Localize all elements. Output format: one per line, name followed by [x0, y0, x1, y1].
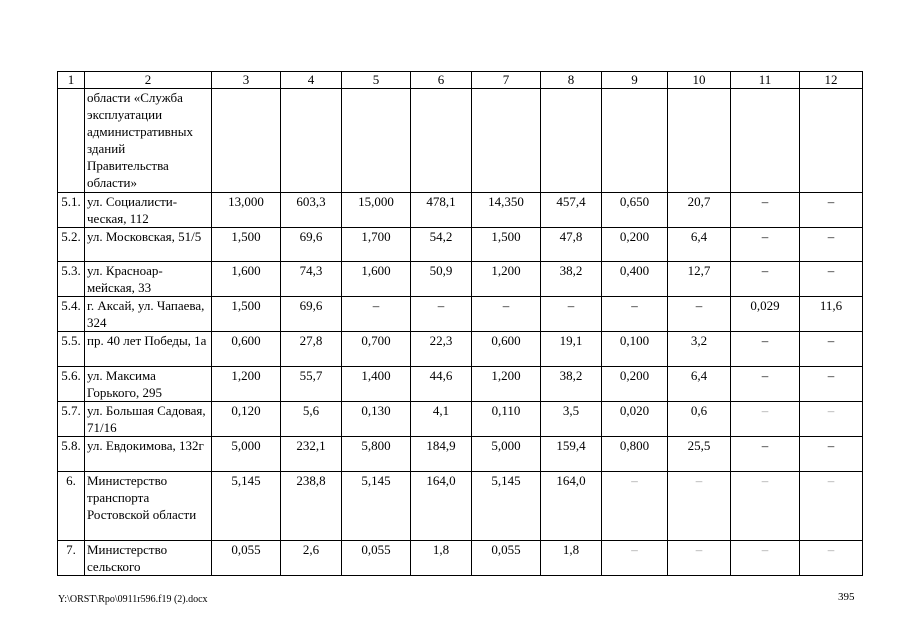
value-cell: 1,200: [472, 262, 541, 297]
value-cell: 15,000: [342, 193, 411, 228]
row-name: ул. Красноар-мейская, 33: [85, 262, 212, 297]
value-cell: [212, 89, 281, 193]
table-row: [58, 297, 863, 332]
value-cell: –: [668, 541, 731, 576]
header-cell: 8: [541, 72, 602, 89]
row-number: 7.: [58, 541, 85, 576]
value-cell: –: [411, 297, 472, 332]
value-cell: 5,145: [472, 472, 541, 541]
value-cell: 50,9: [411, 262, 472, 297]
value-cell: 22,3: [411, 332, 472, 367]
value-cell: 1,600: [342, 262, 411, 297]
value-cell: –: [602, 541, 668, 576]
row-number: 5.6.: [58, 367, 85, 402]
value-cell: 19,1: [541, 332, 602, 367]
value-cell: 5,800: [342, 437, 411, 472]
row-name: Министерство транспорта Ростовской области: [85, 472, 212, 541]
header-cell: 12: [800, 72, 863, 89]
table-row: [58, 367, 863, 402]
value-cell: –: [731, 262, 800, 297]
value-cell: 3,2: [668, 332, 731, 367]
value-cell: 0,600: [472, 332, 541, 367]
value-cell: –: [731, 193, 800, 228]
header-cell: 3: [212, 72, 281, 89]
value-cell: 1,500: [472, 228, 541, 262]
value-cell: 0,200: [602, 367, 668, 402]
value-cell: 2,6: [281, 541, 342, 576]
value-cell: –: [731, 437, 800, 472]
table-row: [58, 262, 863, 297]
value-cell: 1,700: [342, 228, 411, 262]
value-cell: 44,6: [411, 367, 472, 402]
value-cell: 603,3: [281, 193, 342, 228]
value-cell: 0,020: [602, 402, 668, 437]
value-cell: 0,120: [212, 402, 281, 437]
value-cell: 0,055: [472, 541, 541, 576]
table-row: [58, 332, 863, 367]
value-cell: 0,110: [472, 402, 541, 437]
table-row: [58, 193, 863, 228]
value-cell: 1,200: [212, 367, 281, 402]
value-cell: 0,200: [602, 228, 668, 262]
header-cell: 5: [342, 72, 411, 89]
value-cell: 0,700: [342, 332, 411, 367]
table-row: [58, 541, 863, 576]
value-cell: 1,500: [212, 228, 281, 262]
value-cell: –: [800, 472, 863, 541]
header-row: [58, 72, 863, 89]
value-cell: –: [731, 541, 800, 576]
value-cell: 0,800: [602, 437, 668, 472]
value-cell: 6,4: [668, 228, 731, 262]
value-cell: [281, 89, 342, 193]
header-cell: 11: [731, 72, 800, 89]
row-number: 5.3.: [58, 262, 85, 297]
value-cell: 164,0: [541, 472, 602, 541]
row-name: области «Служба эксплуатации административных зданий Правительства области»: [85, 89, 212, 193]
value-cell: 1,600: [212, 262, 281, 297]
value-cell: 0,130: [342, 402, 411, 437]
header-cell: 7: [472, 72, 541, 89]
value-cell: 13,000: [212, 193, 281, 228]
value-cell: 0,650: [602, 193, 668, 228]
value-cell: –: [800, 541, 863, 576]
value-cell: 14,350: [472, 193, 541, 228]
row-number: 5.8.: [58, 437, 85, 472]
value-cell: 38,2: [541, 262, 602, 297]
value-cell: –: [602, 472, 668, 541]
row-number: 5.2.: [58, 228, 85, 262]
header-cell: 2: [85, 72, 212, 89]
row-name: ул. Социалисти-ческая, 112: [85, 193, 212, 228]
table-row: [58, 472, 863, 541]
value-cell: 159,4: [541, 437, 602, 472]
value-cell: –: [800, 437, 863, 472]
value-cell: –: [541, 297, 602, 332]
data-table: [57, 71, 863, 576]
value-cell: [342, 89, 411, 193]
value-cell: 5,000: [212, 437, 281, 472]
header-cell: 4: [281, 72, 342, 89]
table-row: [58, 89, 863, 193]
value-cell: 4,1: [411, 402, 472, 437]
value-cell: –: [731, 472, 800, 541]
value-cell: 69,6: [281, 297, 342, 332]
value-cell: 5,145: [342, 472, 411, 541]
value-cell: 1,400: [342, 367, 411, 402]
value-cell: 1,8: [411, 541, 472, 576]
value-cell: –: [800, 402, 863, 437]
value-cell: –: [731, 402, 800, 437]
value-cell: [800, 89, 863, 193]
value-cell: –: [800, 367, 863, 402]
value-cell: 69,6: [281, 228, 342, 262]
header-cell: 1: [58, 72, 85, 89]
row-name: ул. Московская, 51/5: [85, 228, 212, 262]
value-cell: –: [668, 472, 731, 541]
row-name: Министерство сельского: [85, 541, 212, 576]
row-number: 5.4.: [58, 297, 85, 332]
value-cell: 1,8: [541, 541, 602, 576]
page-number: 395: [838, 591, 855, 603]
header-cell: 10: [668, 72, 731, 89]
row-name: г. Аксай, ул. Чапаева, 324: [85, 297, 212, 332]
table-row: [58, 228, 863, 262]
value-cell: 5,145: [212, 472, 281, 541]
row-number: 5.5.: [58, 332, 85, 367]
value-cell: 54,2: [411, 228, 472, 262]
value-cell: 27,8: [281, 332, 342, 367]
value-cell: 457,4: [541, 193, 602, 228]
value-cell: 5,000: [472, 437, 541, 472]
value-cell: [541, 89, 602, 193]
value-cell: 12,7: [668, 262, 731, 297]
value-cell: [411, 89, 472, 193]
value-cell: 164,0: [411, 472, 472, 541]
value-cell: 20,7: [668, 193, 731, 228]
row-name: ул. Большая Садовая, 71/16: [85, 402, 212, 437]
row-number: [58, 89, 85, 193]
value-cell: 3,5: [541, 402, 602, 437]
value-cell: –: [668, 297, 731, 332]
row-number: 6.: [58, 472, 85, 541]
value-cell: 47,8: [541, 228, 602, 262]
value-cell: –: [800, 193, 863, 228]
value-cell: 25,5: [668, 437, 731, 472]
value-cell: 0,400: [602, 262, 668, 297]
row-name: ул. Евдокимова, 132г: [85, 437, 212, 472]
value-cell: 184,9: [411, 437, 472, 472]
value-cell: 55,7: [281, 367, 342, 402]
table-row: [58, 402, 863, 437]
file-path: Y:\ORST\Rpo\0911r596.f19 (2).docx: [58, 594, 208, 605]
value-cell: –: [731, 228, 800, 262]
value-cell: 74,3: [281, 262, 342, 297]
header-cell: 9: [602, 72, 668, 89]
value-cell: 1,500: [212, 297, 281, 332]
value-cell: –: [472, 297, 541, 332]
value-cell: 0,100: [602, 332, 668, 367]
value-cell: 6,4: [668, 367, 731, 402]
value-cell: [472, 89, 541, 193]
value-cell: 238,8: [281, 472, 342, 541]
value-cell: 5,6: [281, 402, 342, 437]
value-cell: –: [800, 332, 863, 367]
row-name: пр. 40 лет Победы, 1а: [85, 332, 212, 367]
value-cell: 11,6: [800, 297, 863, 332]
value-cell: 38,2: [541, 367, 602, 402]
row-number: 5.1.: [58, 193, 85, 228]
value-cell: 1,200: [472, 367, 541, 402]
header-cell: 6: [411, 72, 472, 89]
row-number: 5.7.: [58, 402, 85, 437]
value-cell: [668, 89, 731, 193]
value-cell: 478,1: [411, 193, 472, 228]
value-cell: 232,1: [281, 437, 342, 472]
value-cell: –: [800, 228, 863, 262]
value-cell: 0,6: [668, 402, 731, 437]
value-cell: 0,055: [342, 541, 411, 576]
value-cell: –: [602, 297, 668, 332]
value-cell: 0,029: [731, 297, 800, 332]
value-cell: –: [731, 367, 800, 402]
value-cell: –: [731, 332, 800, 367]
value-cell: 0,055: [212, 541, 281, 576]
value-cell: –: [342, 297, 411, 332]
row-name: ул. Максима Горького, 295: [85, 367, 212, 402]
value-cell: 0,600: [212, 332, 281, 367]
value-cell: [602, 89, 668, 193]
table-row: [58, 437, 863, 472]
value-cell: –: [800, 262, 863, 297]
value-cell: [731, 89, 800, 193]
